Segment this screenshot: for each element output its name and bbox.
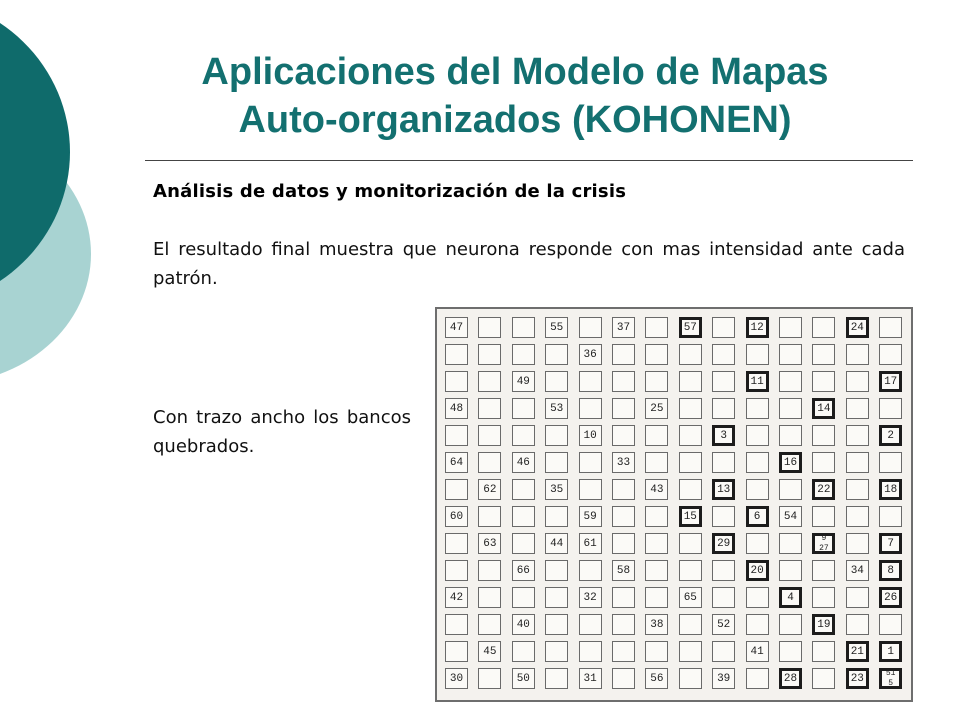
map-neuron-labeled: 1 <box>879 641 902 662</box>
map-neuron-labeled: 55 <box>545 317 568 338</box>
map-neuron <box>478 587 501 608</box>
map-neuron-labeled: 10 <box>579 425 602 446</box>
map-neuron-labeled: 18 <box>879 479 902 500</box>
map-neuron <box>779 614 802 635</box>
map-neuron <box>478 452 501 473</box>
map-neuron <box>612 479 635 500</box>
map-neuron <box>612 506 635 527</box>
map-neuron-labeled: 34 <box>846 560 869 581</box>
map-neuron-labeled: 35 <box>545 479 568 500</box>
map-neuron-labeled: 4 <box>779 587 802 608</box>
map-neuron <box>612 398 635 419</box>
map-neuron <box>445 560 468 581</box>
map-neuron-labeled: 42 <box>445 587 468 608</box>
map-neuron-labeled: 2 <box>879 425 902 446</box>
map-neuron <box>746 668 769 689</box>
legend-paragraph: Con trazo ancho los bancos quebrados. <box>153 407 411 457</box>
map-neuron-labeled: 23 <box>846 668 869 689</box>
map-neuron-labeled: 41 <box>746 641 769 662</box>
map-neuron-labeled: 7 <box>879 533 902 554</box>
map-neuron <box>612 641 635 662</box>
map-neuron <box>512 479 535 500</box>
kohonen-map-figure <box>435 307 913 702</box>
map-neuron <box>645 587 668 608</box>
map-neuron-labeled: 53 <box>545 398 568 419</box>
map-neuron <box>478 560 501 581</box>
map-neuron <box>812 668 835 689</box>
map-neuron-labeled: 46 <box>512 452 535 473</box>
map-neuron <box>645 371 668 392</box>
map-neuron-labeled: 25 <box>645 398 668 419</box>
map-neuron-labeled: 31 <box>579 668 602 689</box>
map-neuron <box>846 344 869 365</box>
map-neuron <box>746 614 769 635</box>
result-paragraph: El resultado final muestra que neurona responde con mas intensidad ante cada patrón. <box>153 239 905 289</box>
map-neuron <box>712 506 735 527</box>
map-neuron <box>512 641 535 662</box>
map-neuron-labeled: 40 <box>512 614 535 635</box>
map-neuron <box>712 452 735 473</box>
map-neuron <box>746 587 769 608</box>
map-neuron-labeled: 11 <box>746 371 769 392</box>
map-neuron <box>545 452 568 473</box>
map-neuron <box>746 452 769 473</box>
map-neuron <box>445 425 468 446</box>
map-neuron <box>645 560 668 581</box>
map-neuron <box>879 506 902 527</box>
map-neuron <box>545 587 568 608</box>
map-neuron <box>846 587 869 608</box>
map-neuron <box>612 533 635 554</box>
map-neuron <box>445 371 468 392</box>
map-neuron <box>679 398 702 419</box>
map-neuron <box>645 317 668 338</box>
map-neuron <box>779 398 802 419</box>
slide-title <box>145 48 885 144</box>
map-neuron-labeled: 12 <box>746 317 769 338</box>
map-neuron-labeled: 66 <box>512 560 535 581</box>
map-neuron-labeled: 16 <box>779 452 802 473</box>
map-neuron-labeled: 22 <box>812 479 835 500</box>
map-neuron <box>846 479 869 500</box>
map-neuron <box>478 398 501 419</box>
map-neuron <box>746 533 769 554</box>
map-neuron <box>779 344 802 365</box>
map-neuron <box>779 560 802 581</box>
slide-title-line-2: Auto-organizados (KOHONEN) <box>238 99 792 141</box>
map-neuron <box>812 560 835 581</box>
map-neuron-labeled: 6 <box>746 506 769 527</box>
map-neuron <box>545 344 568 365</box>
map-neuron <box>879 344 902 365</box>
map-neuron <box>645 533 668 554</box>
map-neuron <box>712 344 735 365</box>
map-neuron <box>679 479 702 500</box>
map-neuron <box>545 506 568 527</box>
map-neuron <box>478 614 501 635</box>
map-neuron <box>879 614 902 635</box>
map-neuron-labeled: 56 <box>645 668 668 689</box>
map-neuron <box>645 425 668 446</box>
map-neuron <box>478 506 501 527</box>
map-neuron-labeled: 58 <box>612 560 635 581</box>
map-neuron <box>445 641 468 662</box>
map-neuron <box>545 425 568 446</box>
map-neuron-labeled: 64 <box>445 452 468 473</box>
map-neuron <box>512 344 535 365</box>
map-neuron <box>846 533 869 554</box>
map-neuron <box>712 398 735 419</box>
map-neuron <box>679 614 702 635</box>
map-neuron <box>545 371 568 392</box>
map-neuron-labeled: 61 <box>579 533 602 554</box>
map-neuron <box>712 560 735 581</box>
map-neuron-labeled: 49 <box>512 371 535 392</box>
map-neuron-labeled: 60 <box>445 506 468 527</box>
map-neuron <box>512 587 535 608</box>
map-neuron-labeled: 30 <box>445 668 468 689</box>
map-neuron-labeled: 48 <box>445 398 468 419</box>
map-neuron <box>846 614 869 635</box>
map-neuron-labeled: 62 <box>478 479 501 500</box>
map-neuron <box>612 344 635 365</box>
map-neuron-labeled: 17 <box>879 371 902 392</box>
map-neuron <box>779 425 802 446</box>
map-neuron <box>679 641 702 662</box>
map-neuron <box>746 398 769 419</box>
map-neuron <box>445 614 468 635</box>
map-neuron <box>645 344 668 365</box>
map-neuron <box>812 587 835 608</box>
map-neuron-labeled: 63 <box>478 533 501 554</box>
map-neuron <box>579 317 602 338</box>
map-neuron <box>812 344 835 365</box>
map-neuron <box>478 317 501 338</box>
map-neuron <box>779 479 802 500</box>
map-neuron-labeled: 29 <box>712 533 735 554</box>
map-neuron <box>712 371 735 392</box>
map-neuron-labeled: 54 <box>779 506 802 527</box>
map-neuron-labeled: 19 <box>812 614 835 635</box>
map-neuron-labeled: 3 <box>712 425 735 446</box>
map-neuron <box>579 560 602 581</box>
map-neuron-labeled: 43 <box>645 479 668 500</box>
map-neuron-labeled: 51 5 <box>879 668 902 689</box>
map-neuron <box>779 317 802 338</box>
map-neuron <box>512 425 535 446</box>
map-neuron-labeled: 38 <box>645 614 668 635</box>
map-neuron-labeled: 21 <box>846 641 869 662</box>
map-neuron <box>612 587 635 608</box>
map-neuron <box>779 533 802 554</box>
map-neuron <box>579 479 602 500</box>
map-neuron <box>579 398 602 419</box>
map-neuron-labeled: 36 <box>579 344 602 365</box>
map-neuron <box>779 641 802 662</box>
map-neuron-labeled: 9 27 <box>812 533 835 554</box>
map-neuron <box>512 317 535 338</box>
map-neuron <box>812 425 835 446</box>
map-neuron <box>612 371 635 392</box>
map-neuron <box>445 344 468 365</box>
map-neuron <box>846 452 869 473</box>
map-neuron-labeled: 26 <box>879 587 902 608</box>
map-neuron-labeled: 8 <box>879 560 902 581</box>
map-neuron-labeled: 59 <box>579 506 602 527</box>
map-neuron <box>846 371 869 392</box>
map-neuron-labeled: 32 <box>579 587 602 608</box>
map-neuron <box>679 371 702 392</box>
map-neuron <box>846 425 869 446</box>
map-neuron <box>712 587 735 608</box>
map-neuron <box>812 371 835 392</box>
map-neuron <box>679 344 702 365</box>
map-neuron <box>512 398 535 419</box>
title-divider <box>145 160 913 161</box>
map-neuron-labeled: 50 <box>512 668 535 689</box>
map-neuron <box>478 425 501 446</box>
slide-title-line-1: Aplicaciones del Modelo de Mapas <box>201 51 829 93</box>
map-neuron-labeled: 14 <box>812 398 835 419</box>
map-neuron-labeled: 28 <box>779 668 802 689</box>
map-neuron <box>846 398 869 419</box>
map-neuron <box>445 533 468 554</box>
map-neuron-labeled: 52 <box>712 614 735 635</box>
map-neuron <box>679 533 702 554</box>
map-neuron <box>812 452 835 473</box>
map-neuron <box>679 452 702 473</box>
map-neuron <box>746 479 769 500</box>
map-neuron <box>879 317 902 338</box>
map-neuron <box>512 533 535 554</box>
map-neuron-labeled: 44 <box>545 533 568 554</box>
map-neuron <box>579 641 602 662</box>
map-neuron-labeled: 33 <box>612 452 635 473</box>
map-neuron <box>478 371 501 392</box>
map-neuron <box>879 452 902 473</box>
map-neuron <box>579 371 602 392</box>
map-neuron-labeled: 57 <box>679 317 702 338</box>
map-neuron <box>846 506 869 527</box>
map-neuron <box>679 668 702 689</box>
map-neuron <box>746 344 769 365</box>
map-neuron <box>779 371 802 392</box>
map-neuron <box>545 668 568 689</box>
map-neuron <box>679 560 702 581</box>
map-neuron <box>712 317 735 338</box>
map-neuron <box>512 506 535 527</box>
map-neuron <box>478 668 501 689</box>
map-neuron <box>612 614 635 635</box>
map-neuron <box>545 641 568 662</box>
map-neuron-labeled: 20 <box>746 560 769 581</box>
map-neuron <box>579 614 602 635</box>
map-neuron <box>645 452 668 473</box>
map-neuron <box>645 506 668 527</box>
map-neuron-labeled: 37 <box>612 317 635 338</box>
map-neuron <box>545 614 568 635</box>
map-neuron <box>812 506 835 527</box>
map-neuron <box>545 560 568 581</box>
map-neuron-labeled: 65 <box>679 587 702 608</box>
map-neuron-labeled: 47 <box>445 317 468 338</box>
map-neuron-labeled: 45 <box>478 641 501 662</box>
map-neuron <box>679 425 702 446</box>
section-subtitle: Análisis de datos y monitorización de la crisis <box>153 181 627 202</box>
map-neuron <box>579 452 602 473</box>
map-neuron <box>612 668 635 689</box>
map-neuron <box>612 425 635 446</box>
map-neuron <box>879 398 902 419</box>
map-neuron <box>445 479 468 500</box>
map-neuron-labeled: 13 <box>712 479 735 500</box>
map-neuron-labeled: 15 <box>679 506 702 527</box>
map-neuron <box>812 641 835 662</box>
map-neuron <box>746 425 769 446</box>
map-neuron <box>812 317 835 338</box>
map-neuron-labeled: 39 <box>712 668 735 689</box>
map-neuron <box>645 641 668 662</box>
map-neuron <box>712 641 735 662</box>
map-neuron <box>478 344 501 365</box>
map-neuron-labeled: 24 <box>846 317 869 338</box>
